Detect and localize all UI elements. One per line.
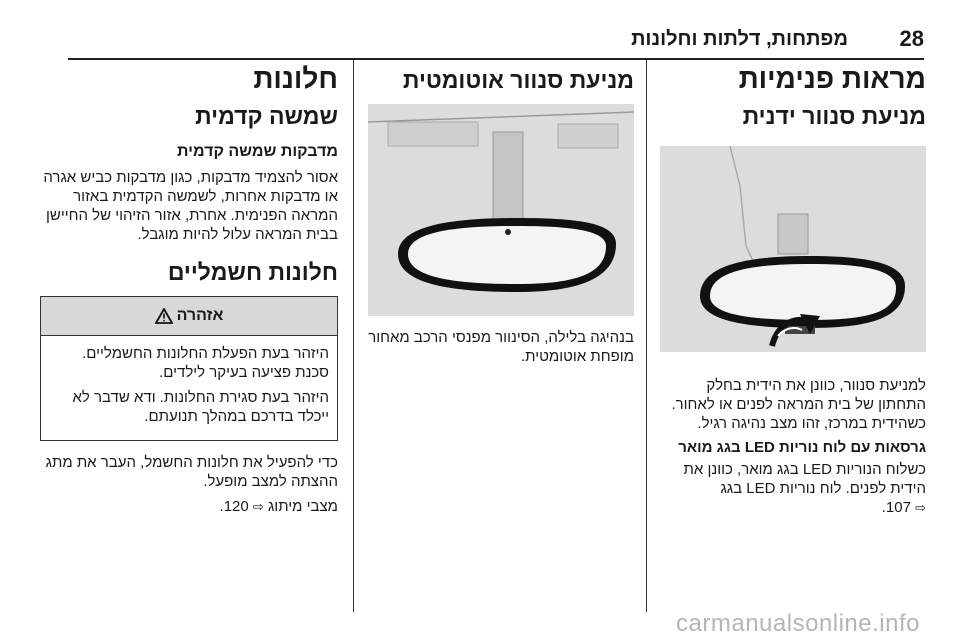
led-text: כשלוח הנוריות LED בגג מואר, כוונן את הידית לפנים. לוח נוריות LED בגג — [683, 461, 926, 497]
page-number: 28 — [899, 26, 924, 51]
reference-arrow-icon: ⇨ — [252, 499, 264, 514]
warning-body — [41, 336, 337, 440]
auto-mirror-illustration — [368, 104, 634, 316]
windscreen-stickers-text: אסור להצמיד מדבקות, כגון מדבקות כביש אגרה או מדבקות אחרות, לשמשה הקדמית באזור המראה הפנימית. אחרת, אזור הזיהוי של החיישן בבית המראה עלול להיות מוגבל. — [43, 169, 338, 243]
column-divider-right — [646, 60, 647, 612]
page-header — [0, 0, 960, 60]
section-heading-interior-mirrors: מראות פנימיות — [738, 63, 926, 94]
header-rule — [68, 58, 924, 60]
manual-antiglare-text: למניעת סנוור, כוונן את הידית בחלק התחתון של בית המראה לפנים או לאחור. כשהידית במרכז, זהו מצב נהיגה רגיל. — [671, 377, 926, 432]
reference-arrow-icon: ⇨ — [915, 500, 926, 515]
manual-mirror-illustration — [660, 146, 926, 352]
left-column — [40, 62, 338, 516]
warning-text-2: היזהר בעת סגירת החלונות. ודא שדבר לא ייכלד בדרכם במהלך תנועתם. — [72, 389, 329, 425]
subheading-manual-antiglare: מניעת סנוור ידנית — [742, 103, 926, 129]
warning-triangle-icon — [155, 308, 173, 324]
warning-header — [41, 297, 337, 336]
page-reference[interactable]: ⇨ 107. — [881, 499, 926, 516]
subheading-power-windows: חלונות חשמליים — [167, 259, 338, 285]
middle-column — [368, 62, 634, 366]
auto-antiglare-caption: בנהיגה בלילה, הסינוור מפנסי הרכב מאחור מופחת אוטומטית. — [368, 329, 634, 365]
warning-title: אזהרה — [176, 307, 224, 324]
warning-box — [40, 296, 338, 441]
warning-text-1: היזהר בעת הפעלת החלונות החשמליים. סכנת פציעה בעיקר לילדים. — [82, 345, 329, 381]
section-heading-auto-antiglare: מניעת סנוור אוטומטית — [402, 67, 634, 93]
power-windows-text: כדי להפעיל את חלונות החשמל, העבר את מתג ההצתה למצב מופעל. — [45, 454, 338, 490]
column-divider-left — [353, 60, 354, 612]
mirror-lever-icon — [660, 146, 926, 352]
subheading-windscreen: שמשה קדמית — [195, 103, 338, 129]
section-heading-windows: חלונות — [253, 63, 338, 94]
led-versions-title: גרסאות עם לוח נוריות LED בגג מואר — [678, 439, 926, 456]
subheading-windscreen-stickers: מדבקות שמשה קדמית — [177, 143, 338, 160]
chapter-title: מפתחות, דלתות וחלונות — [631, 28, 848, 50]
auto-mirror-icon — [368, 104, 634, 316]
watermark: carmanualsonline.info — [676, 610, 920, 637]
page-reference-left[interactable]: מצבי מיתוג ⇨ 120. — [219, 498, 338, 515]
right-column — [660, 62, 926, 517]
